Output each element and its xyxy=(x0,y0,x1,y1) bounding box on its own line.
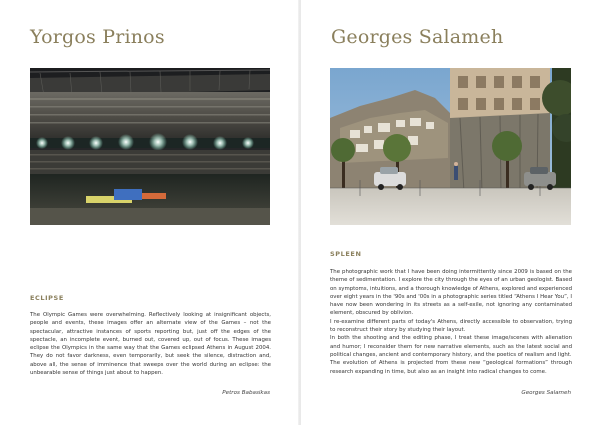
left-page xyxy=(0,0,299,425)
essay-paragraph: The photographic work that I have been doing intermittently since 2009 is based on the theme of sedimentation. I explore the city through the eyes of an urban geologist. Based on symptoms, intuitions, and a thorough knowledge of Athens, explored and experienced over eight years in the '90s and '00s in a photographic series titled “Athens I Hear You”, I have now been wondering in its streets as a self-exile, not ignoring any contaminated element, obscured by oblivion. xyxy=(330,269,572,317)
stadium-photo xyxy=(30,68,270,225)
essay-paragraph: The evolution of Athens is projected from these new “geological formations” through research expanding in time, but also as an insight into radical changes to come. xyxy=(330,360,572,375)
athens-street-photo xyxy=(330,68,571,225)
essay-text xyxy=(330,268,572,376)
essay-paragraph: The Olympic Games were overwhelming. Reflectively looking at insignificant objects, people and events, these images offer an alternate view of the Games – not the spectacular, attractive instances of sports reporting but, just off the edges of the spectacle, an incomplete event, burned out, covered up, out of focus. These images eclipse the Olympics in the same way that the Games eclipsed Athens in August 2004. They do not favor darkness, even temporarily, but seek the silence, distraction and, above all, the sense of imminence that sweeps over the world during an eclipse: the unbearable sense of things just about to happen. xyxy=(30,312,271,377)
right-page xyxy=(301,0,600,425)
section-label: SPLEEN xyxy=(330,250,362,258)
signature: Petros Babasikas xyxy=(222,390,270,396)
athens-street-photo-graphic xyxy=(330,68,571,225)
signature: Georges Salameh xyxy=(521,390,571,396)
author-name: Yorgos Prinos xyxy=(30,26,165,48)
essay-paragraph: In both the shooting and the editing phase, I treat these image/scenes with alienation and humor; I reconsider them for new narrative elements, such as the latest social and political changes, ancient and contemporary history, and the poetics of realism and light. xyxy=(330,335,572,358)
essay-text xyxy=(30,311,271,377)
stadium-photo-graphic xyxy=(30,68,270,225)
author-name: Georges Salameh xyxy=(331,26,504,48)
section-label: ECLIPSE xyxy=(30,294,64,302)
essay-paragraph: I re-examine different parts of today's Athens, directly accessible to observation, trying to reconstruct their story by studying their layout. xyxy=(330,318,572,334)
